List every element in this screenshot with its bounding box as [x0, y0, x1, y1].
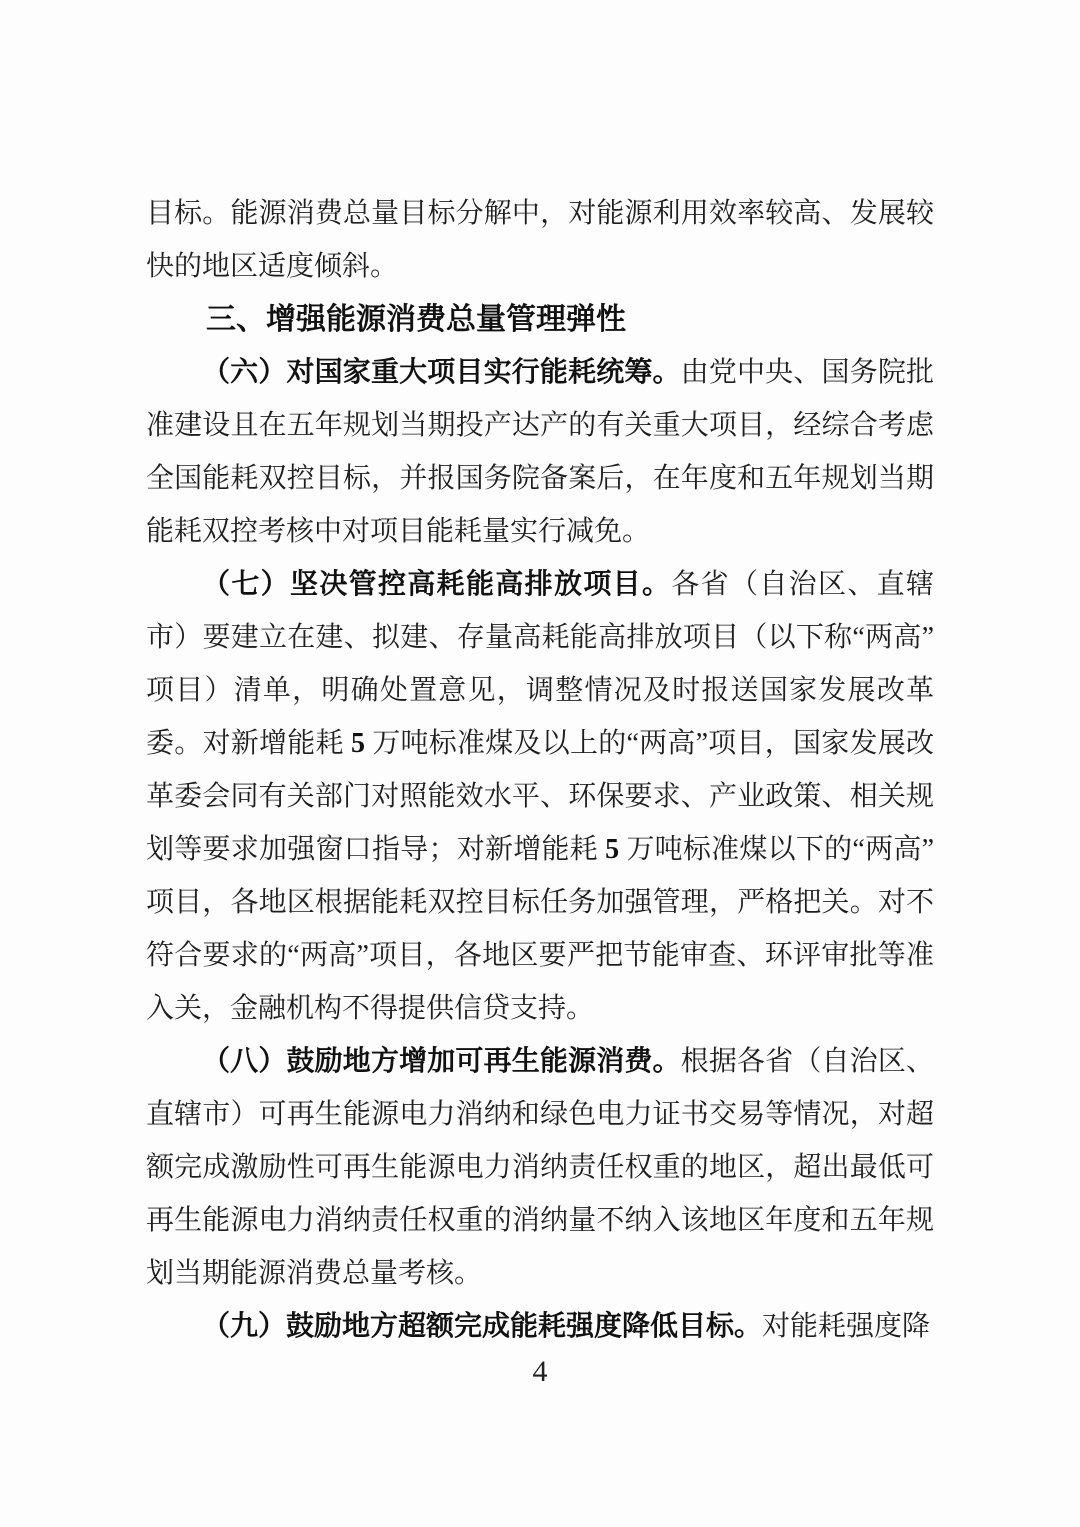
paragraph-text: 万吨标准煤及以上的“两高”项目，国家发展改革委会同有关部门对照能效水平、环保要求、产业政策、相关规划等要求加强窗口指导；对新增能耗 [146, 728, 935, 865]
paragraph-text: 根据各省（自治区、直辖市）可再生能源电力消纳和绿色电力证书交易等情况，对超额完成激励性可再生能源电力消纳责任权重的地区，超出最低可再生能源电力消纳责任权重的消纳量不纳入该地区年度和五年规划当期能源消费总量考核。 [146, 1046, 934, 1289]
paragraph-text: 各省（自治区、直辖市）要建立在建、拟建、存量高耗能高排放项目（以下称“两高”项目）清单，明确处置意见，调整情况及时报送国家发展改革委。对新增能耗 [146, 569, 934, 759]
paragraph [146, 1300, 934, 1353]
paragraph [146, 1035, 934, 1300]
paragraph-lead-text: 三、增强能源消费总量管理弹性 [206, 303, 626, 336]
paragraph-lead-text: （六）对国家重大项目实行能耗统筹。 [202, 357, 681, 388]
paragraph-text: 万吨标准煤以下的“两高”项目，各地区根据能耗双控目标任务加强管理，严格把关。对不符合要求的“两高”项目，各地区要严把节能审查、环评审批等准入关，金融机构不得提供信贷支持。 [146, 834, 934, 1024]
paragraph [146, 558, 934, 1035]
paragraph-text: 由党中央、国务院批准建设且在五年规划当期投产达产的有关重大项目，经综合考虑全国能耗双控目标，并报国务院备案后，在年度和五年规划当期能耗双控考核中对项目能耗量实行减免。 [146, 357, 934, 547]
paragraph-lead-text: （九）鼓励地方超额完成能耗强度降低目标。 [202, 1311, 763, 1342]
paragraph-lead-text: 5 [597, 834, 627, 865]
paragraph-lead-text: （八）鼓励地方增加可再生能源消费。 [202, 1046, 681, 1077]
paragraph [146, 187, 934, 293]
document-body [146, 187, 934, 1353]
paragraph-lead-text: 5 [343, 728, 373, 759]
paragraph-lead-text: （七）坚决管控高耗能高排放项目。 [202, 569, 672, 600]
page-number: 4 [532, 1355, 548, 1388]
paragraph-text: 目标。能源消费总量目标分解中，对能源利用效率较高、发展较快的地区适度倾斜。 [146, 198, 934, 282]
paragraph-text: 对能耗强度降 [762, 1311, 931, 1342]
section-heading [146, 293, 934, 346]
paragraph [146, 346, 934, 558]
